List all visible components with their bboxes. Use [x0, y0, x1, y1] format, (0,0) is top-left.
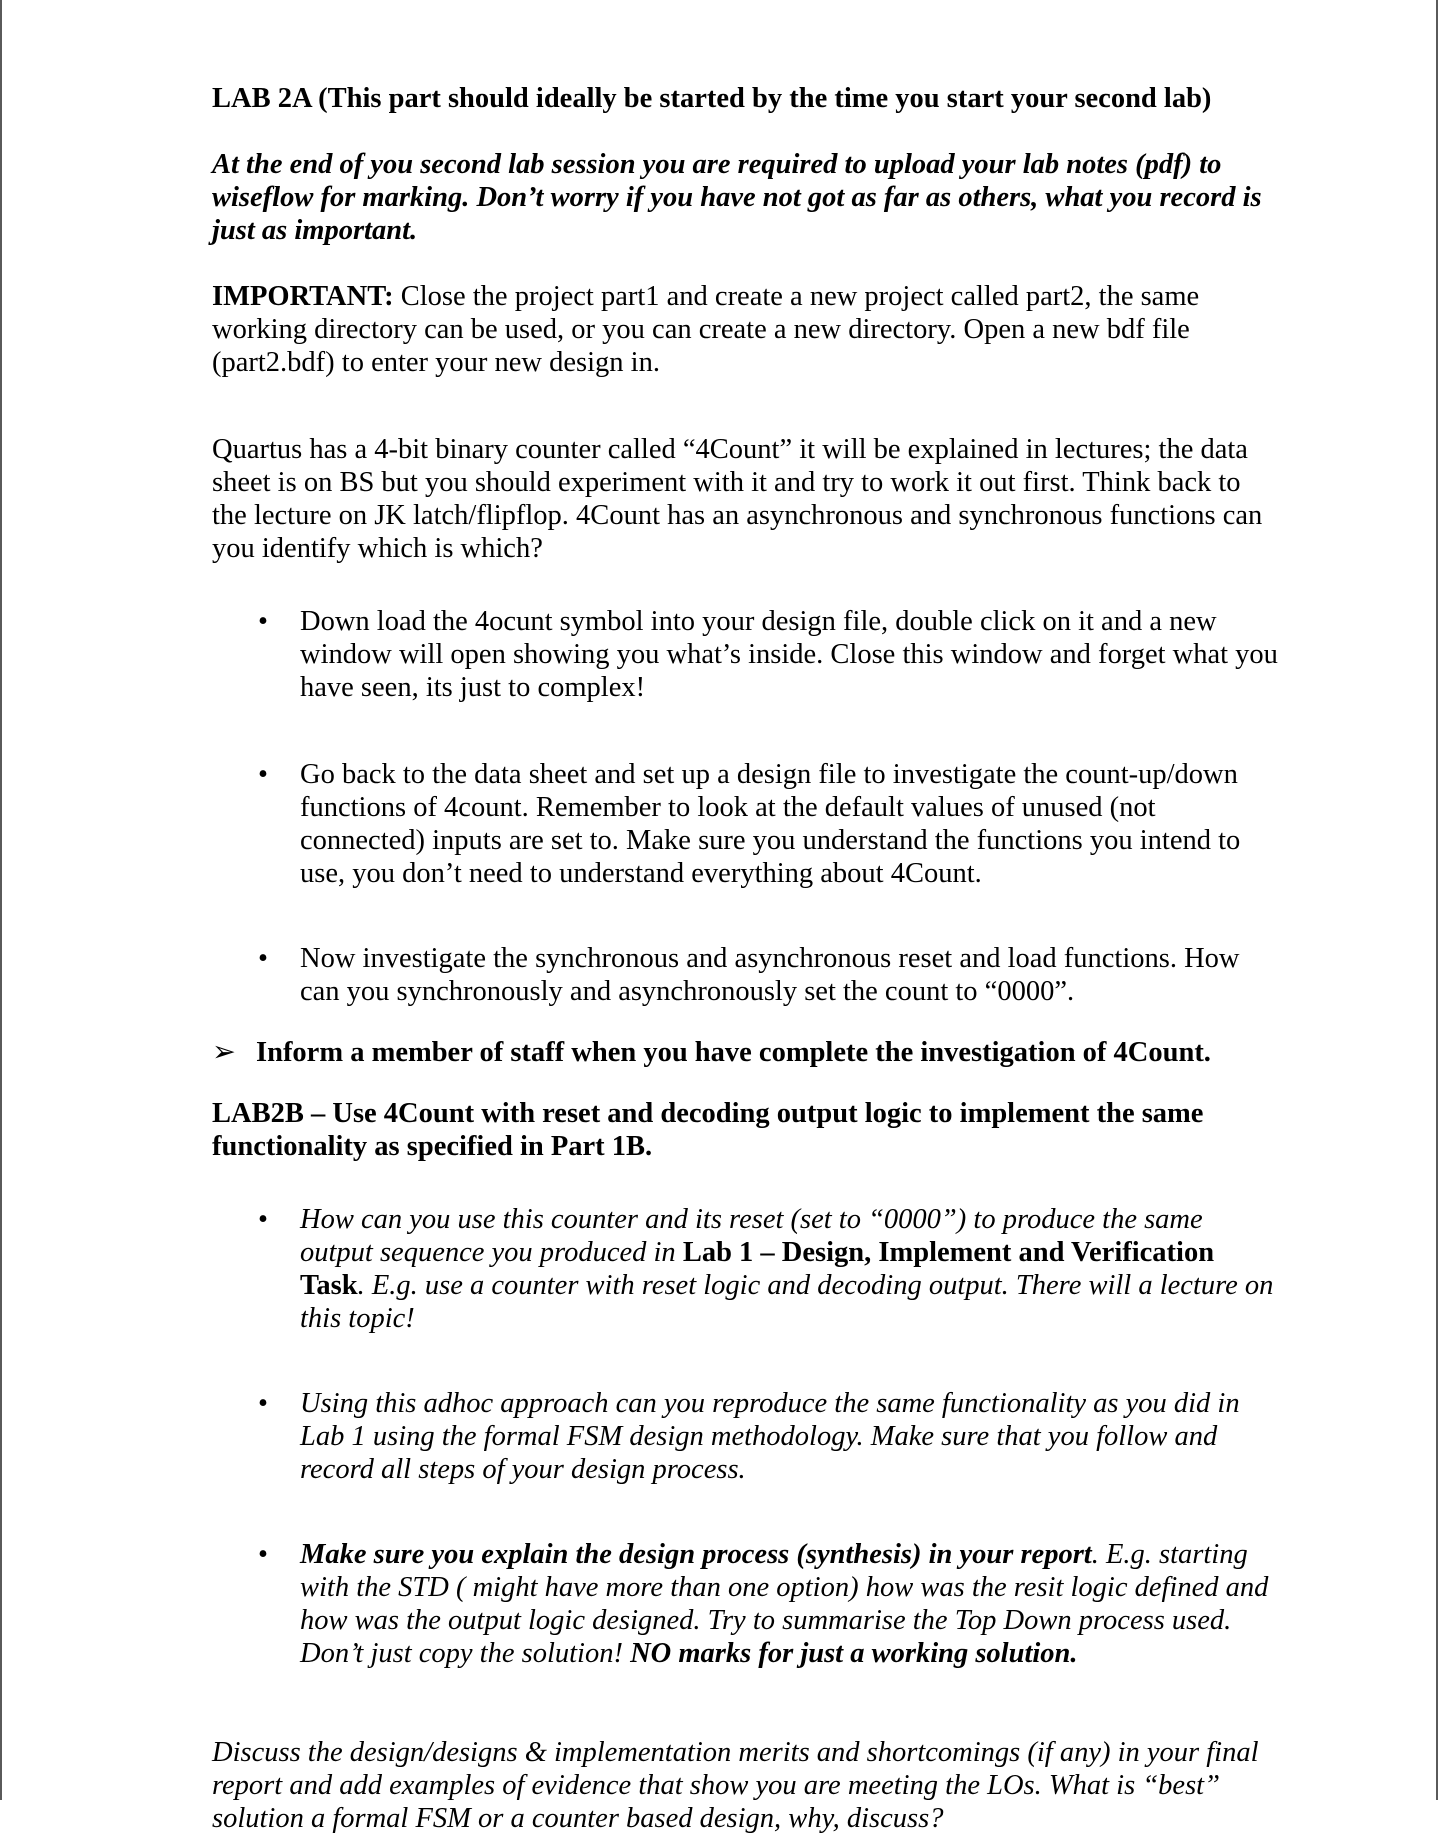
- list-item: [212, 1387, 1282, 1486]
- lab2a-important: [212, 280, 1282, 379]
- lab2b-bullet-3-b: . E.g. starting with the STD ( might have more than one option) how was the resit logic defined and how was the output logic designed. Try to summarise the Top Down process used. Don’t just copy the solution!: [300, 1539, 1269, 1669]
- bullet-icon: •: [258, 943, 268, 974]
- list-item: [212, 605, 1282, 704]
- list-item: [212, 1538, 1282, 1670]
- lab2b-bullet-list: [212, 1203, 1282, 1670]
- lab2a-bullet-1: Down load the 4ocunt symbol into your design file, double click on it and a new window will open showing you what’s inside. Close this window and forget what you have seen, its just to complex!: [300, 606, 1278, 703]
- lab2b-bullet-1-c: . E.g. use a counter with reset logic and decoding output. There will a lecture on this topic!: [300, 1270, 1274, 1334]
- discussion-paragraph: Discuss the design/designs & implementation merits and shortcomings (if any) in your final report and add examples of evidence that show you are meeting the LOs. What is “best” solution a formal FSM or a counter based design, why, discuss?: [212, 1737, 1259, 1834]
- lab2a-heading: LAB 2A (This part should ideally be started by the time you start your second lab): [212, 83, 1212, 114]
- important-label: IMPORTANT:: [212, 281, 394, 312]
- list-item: [212, 1203, 1282, 1335]
- important-text: Close the project part1 and create a new project called part2, the same working directory can be used, or you can create a new directory. Open a new bdf file (part2.bdf) to enter your new design in.: [212, 281, 1200, 378]
- lab2b-heading: LAB2B – Use 4Count with reset and decoding output logic to implement the same functionality as specified in Part 1B.: [212, 1098, 1204, 1162]
- lab2b-bullet-1-b: Lab 1 – Design, Implement and Verification Task: [300, 1237, 1215, 1301]
- bullet-icon: •: [258, 1204, 268, 1235]
- list-item: [212, 758, 1282, 890]
- bullet-icon: •: [258, 1539, 268, 1570]
- bullet-icon: •: [258, 606, 268, 637]
- lab2a-bullet-3: Now investigate the synchronous and asynchronous reset and load functions. How can you synchronously and asynchronously set the count to “0000”.: [300, 943, 1240, 1007]
- arrow-bullet-icon: ➢: [212, 1037, 236, 1068]
- list-item: [212, 942, 1282, 1008]
- inform-text: Inform a member of staff when you have complete the investigation of 4Count.: [256, 1037, 1211, 1068]
- lab2a-intro: Quartus has a 4-bit binary counter called “4Count” it will be explained in lectures; the data sheet is on BS but you should experiment with it and try to work it out first. Think back to the lecture on JK latch/flipflop. 4Count has an asynchronous and synchronous functions can you identify which is which?: [212, 434, 1263, 564]
- lab2b-bullet-3-c: NO marks for just a working solution.: [630, 1638, 1078, 1669]
- lab2a-bullet-list: [212, 605, 1282, 1008]
- inform-staff-line: [212, 1036, 1282, 1069]
- bullet-icon: •: [258, 1388, 268, 1419]
- lab2b-bullet-2: Using this adhoc approach can you reproduce the same functionality as you did in Lab 1 using the formal FSM design methodology. Make sure that you follow and record all steps of your design process.: [300, 1388, 1240, 1485]
- lab2b-bullet-1-a: How can you use this counter and its reset (set to “0000”) to produce the same output sequence you produced in: [300, 1204, 1203, 1268]
- lab2a-bullet-2: Go back to the data sheet and set up a design file to investigate the count-up/down functions of 4count. Remember to look at the default values of unused (not connected) inputs are set to. Make sure you understand the functions you intend to use, you don’t need to understand everything about 4Count.: [300, 759, 1241, 889]
- bullet-icon: •: [258, 759, 268, 790]
- lab2a-notice: At the end of you second lab session you are required to upload your lab notes (pdf) to wiseflow for marking. Don’t worry if you have not got as far as others, what you record is just as important.: [212, 149, 1262, 246]
- document-content: [212, 82, 1282, 1835]
- lab2b-bullet-3-a: Make sure you explain the design process (synthesis) in your report: [300, 1539, 1092, 1570]
